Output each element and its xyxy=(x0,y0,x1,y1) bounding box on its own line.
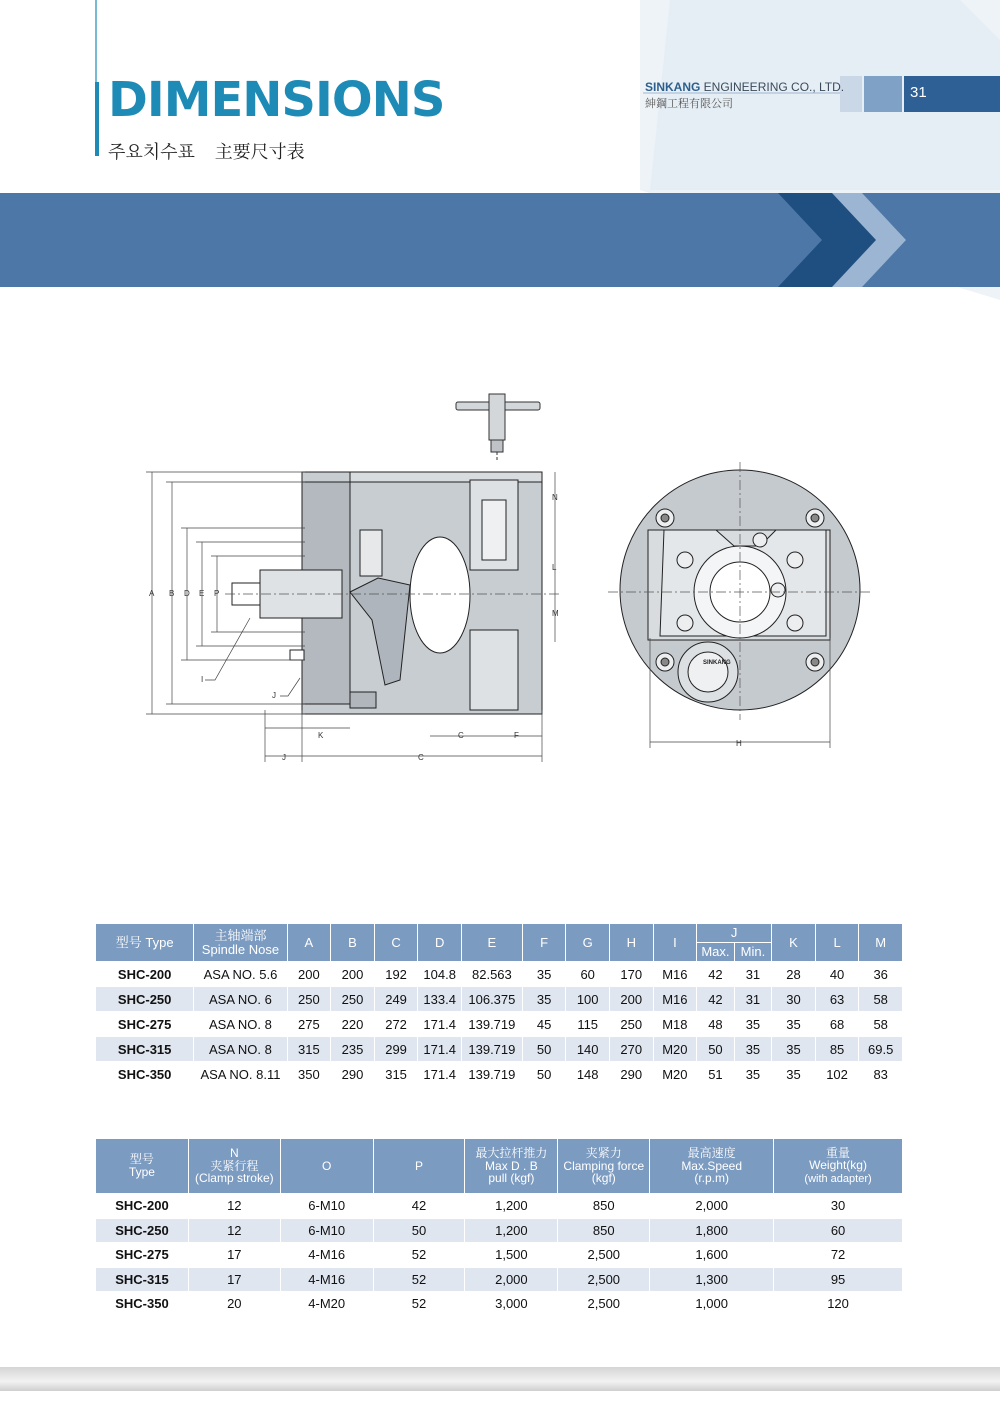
cell-b: 200 xyxy=(331,962,375,987)
dim-label-F: F xyxy=(514,731,519,740)
col-header-H: H xyxy=(609,924,653,962)
dimensions-table xyxy=(95,923,903,1087)
cell-pull: 1,500 xyxy=(465,1243,558,1268)
cell-p: 42 xyxy=(373,1194,465,1219)
cell-m: 36 xyxy=(859,962,903,987)
table-row xyxy=(96,962,903,987)
cell-e: 106.375 xyxy=(461,987,522,1012)
dim-label-P: P xyxy=(214,589,220,598)
cell-model: SHC-200 xyxy=(96,1194,189,1219)
col-header-J-min: Min. xyxy=(734,943,772,962)
cell-l: 68 xyxy=(815,1012,859,1037)
cell-model: SHC-250 xyxy=(96,1218,189,1243)
cell-a: 250 xyxy=(287,987,331,1012)
col-header-F: F xyxy=(522,924,566,962)
cell-b: 220 xyxy=(331,1012,375,1037)
cell-force: 2,500 xyxy=(558,1267,650,1292)
col-header-M: M xyxy=(859,924,903,962)
table-row xyxy=(96,1012,903,1037)
page-title: DIMENSIONS xyxy=(108,72,445,128)
col-header-J: J xyxy=(697,924,772,943)
cell-g: 60 xyxy=(566,962,610,987)
dim-label-A: A xyxy=(149,589,155,598)
cell-model: SHC-200 xyxy=(96,962,194,987)
cell-jmax: 50 xyxy=(697,1037,735,1062)
cell-p: 52 xyxy=(373,1243,465,1268)
cell-model: SHC-315 xyxy=(96,1037,194,1062)
table-row xyxy=(96,1292,903,1317)
cell-i: M18 xyxy=(653,1012,697,1037)
cell-speed: 1,000 xyxy=(650,1292,774,1317)
col-header-G: G xyxy=(566,924,610,962)
cell-h: 170 xyxy=(609,962,653,987)
table-row xyxy=(96,1194,903,1219)
dim-label-C-upper: C xyxy=(458,731,464,740)
cell-d: 133.4 xyxy=(418,987,462,1012)
cell-k: 35 xyxy=(772,1062,816,1087)
cell-weight: 60 xyxy=(774,1218,903,1243)
cell-jmax: 42 xyxy=(697,962,735,987)
footer-bar xyxy=(0,1367,1000,1391)
cell-e: 139.719 xyxy=(461,1062,522,1087)
cell-spindle: ASA NO. 6 xyxy=(194,987,287,1012)
cell-speed: 1,600 xyxy=(650,1243,774,1268)
performance-table xyxy=(95,1138,903,1317)
cell-jmax: 42 xyxy=(697,987,735,1012)
dim-label-E: E xyxy=(199,589,205,598)
cell-a: 275 xyxy=(287,1012,331,1037)
col-header-B: B xyxy=(331,924,375,962)
cell-m: 58 xyxy=(859,1012,903,1037)
cell-k: 28 xyxy=(772,962,816,987)
cell-i: M20 xyxy=(653,1062,697,1087)
cell-stroke: 12 xyxy=(188,1194,280,1219)
cell-c: 249 xyxy=(374,987,418,1012)
cell-a: 350 xyxy=(287,1062,331,1087)
col-header-max-speed: 最高速度 Max.Speed (r.p.m) xyxy=(650,1139,774,1194)
company-brand: SINKANG xyxy=(645,80,701,94)
technical-drawing xyxy=(0,380,1000,780)
t-wrench-drawing xyxy=(456,394,540,462)
cell-i: M20 xyxy=(653,1037,697,1062)
cell-d: 104.8 xyxy=(418,962,462,987)
cell-i: M16 xyxy=(653,987,697,1012)
cell-b: 235 xyxy=(331,1037,375,1062)
cell-h: 270 xyxy=(609,1037,653,1062)
cell-k: 35 xyxy=(772,1037,816,1062)
dim-label-K: K xyxy=(318,731,324,740)
cell-speed: 2,000 xyxy=(650,1194,774,1219)
company-name xyxy=(645,80,844,94)
subtitle-korean: 주요치수표 xyxy=(108,142,195,163)
table-row xyxy=(96,1037,903,1062)
table-row xyxy=(96,1218,903,1243)
cell-speed: 1,300 xyxy=(650,1267,774,1292)
cell-jmin: 31 xyxy=(734,962,772,987)
cell-model: SHC-315 xyxy=(96,1267,189,1292)
cell-b: 290 xyxy=(331,1062,375,1087)
cell-force: 2,500 xyxy=(558,1292,650,1317)
cell-p: 52 xyxy=(373,1292,465,1317)
cell-stroke: 17 xyxy=(188,1243,280,1268)
cell-jmax: 51 xyxy=(697,1062,735,1087)
col-header-spindle: 主轴端部 Spindle Nose xyxy=(194,924,287,962)
cell-f: 35 xyxy=(522,987,566,1012)
cell-pull: 1,200 xyxy=(465,1194,558,1219)
cell-g: 115 xyxy=(566,1012,610,1037)
cell-m: 58 xyxy=(859,987,903,1012)
brand-plate-text: SINKANG xyxy=(703,660,731,666)
cell-weight: 30 xyxy=(774,1194,903,1219)
cell-spindle: ASA NO. 8 xyxy=(194,1012,287,1037)
page-tab-mid xyxy=(864,76,902,112)
cell-weight: 95 xyxy=(774,1267,903,1292)
cell-l: 85 xyxy=(815,1037,859,1062)
cell-d: 171.4 xyxy=(418,1037,462,1062)
cell-g: 148 xyxy=(566,1062,610,1087)
cell-jmin: 35 xyxy=(734,1012,772,1037)
cell-stroke: 20 xyxy=(188,1292,280,1317)
cell-spindle: ASA NO. 8.11 xyxy=(194,1062,287,1087)
cell-p: 52 xyxy=(373,1267,465,1292)
cell-h: 250 xyxy=(609,1012,653,1037)
title-accent-bar xyxy=(95,82,99,156)
table-row xyxy=(96,1267,903,1292)
cell-g: 100 xyxy=(566,987,610,1012)
cell-b: 250 xyxy=(331,987,375,1012)
cell-p: 50 xyxy=(373,1218,465,1243)
cell-c: 299 xyxy=(374,1037,418,1062)
cell-o: 4-M16 xyxy=(280,1243,373,1268)
cell-m: 83 xyxy=(859,1062,903,1087)
cell-o: 4-M16 xyxy=(280,1267,373,1292)
cell-k: 30 xyxy=(772,987,816,1012)
cell-e: 82.563 xyxy=(461,962,522,987)
cell-f: 50 xyxy=(522,1037,566,1062)
cell-f: 45 xyxy=(522,1012,566,1037)
cell-l: 40 xyxy=(815,962,859,987)
cell-stroke: 12 xyxy=(188,1218,280,1243)
cell-a: 315 xyxy=(287,1037,331,1062)
cell-spindle: ASA NO. 8 xyxy=(194,1037,287,1062)
dim-label-M: M xyxy=(552,609,559,618)
cell-h: 290 xyxy=(609,1062,653,1087)
cell-force: 850 xyxy=(558,1218,650,1243)
cell-o: 4-M20 xyxy=(280,1292,373,1317)
performance-table-body xyxy=(96,1194,903,1317)
col-header-K: K xyxy=(772,924,816,962)
company-suffix: ENGINEERING CO., LTD. xyxy=(700,80,845,94)
col-header-max-pull: 最大拉杆推力 Max D . B pull (kgf) xyxy=(465,1139,558,1194)
col-header-P: P xyxy=(373,1139,465,1194)
company-name-chinese: 紳鋼工程有限公司 xyxy=(645,97,733,110)
cell-jmin: 35 xyxy=(734,1037,772,1062)
dim-label-B: B xyxy=(169,589,175,598)
col-header-I: I xyxy=(653,924,697,962)
cell-spindle: ASA NO. 5.6 xyxy=(194,962,287,987)
cell-c: 315 xyxy=(374,1062,418,1087)
cell-weight: 72 xyxy=(774,1243,903,1268)
dim-label-J-upper: J xyxy=(272,691,276,700)
cell-o: 6-M10 xyxy=(280,1218,373,1243)
cell-f: 35 xyxy=(522,962,566,987)
cell-o: 6-M10 xyxy=(280,1194,373,1219)
cell-i: M16 xyxy=(653,962,697,987)
table-row xyxy=(96,1243,903,1268)
cell-l: 102 xyxy=(815,1062,859,1087)
page-subtitle xyxy=(108,138,319,164)
cell-d: 171.4 xyxy=(418,1012,462,1037)
cell-m: 69.5 xyxy=(859,1037,903,1062)
cell-f: 50 xyxy=(522,1062,566,1087)
dim-label-N: N xyxy=(552,493,558,502)
dim-label-I: I xyxy=(201,675,204,684)
cell-stroke: 17 xyxy=(188,1267,280,1292)
cell-model: SHC-350 xyxy=(96,1062,194,1087)
col-header-O: O xyxy=(280,1139,373,1194)
dim-label-C-lower: C xyxy=(418,753,424,762)
dimensions-table-body xyxy=(96,962,903,1087)
cell-pull: 1,200 xyxy=(465,1218,558,1243)
dim-label-D: D xyxy=(184,589,190,598)
col-header-weight: 重量 Weight(kg) (with adapter) xyxy=(774,1139,903,1194)
subtitle-chinese: 主要尺寸表 xyxy=(214,142,305,163)
cell-speed: 1,800 xyxy=(650,1218,774,1243)
col-header-clamping-force: 夹紧力 Clamping force (kgf) xyxy=(558,1139,650,1194)
cell-h: 200 xyxy=(609,987,653,1012)
cell-d: 171.4 xyxy=(418,1062,462,1087)
cell-jmin: 35 xyxy=(734,1062,772,1087)
col-header-A: A xyxy=(287,924,331,962)
cell-g: 140 xyxy=(566,1037,610,1062)
page-tab-dark-ext xyxy=(954,76,1000,112)
cell-k: 35 xyxy=(772,1012,816,1037)
cell-model: SHC-275 xyxy=(96,1012,194,1037)
cell-l: 63 xyxy=(815,987,859,1012)
table-row xyxy=(96,987,903,1012)
chuck-side-view xyxy=(232,472,542,714)
col-header-type: 型号 Type xyxy=(96,924,194,962)
col-header-J-max: Max. xyxy=(697,943,735,962)
cell-c: 192 xyxy=(374,962,418,987)
cell-model: SHC-350 xyxy=(96,1292,189,1317)
cell-pull: 2,000 xyxy=(465,1267,558,1292)
table-row xyxy=(96,1062,903,1087)
col-header-model: 型号 Type xyxy=(96,1139,189,1194)
col-header-L: L xyxy=(815,924,859,962)
cell-a: 200 xyxy=(287,962,331,987)
cell-force: 850 xyxy=(558,1194,650,1219)
col-header-E: E xyxy=(461,924,522,962)
cell-model: SHC-275 xyxy=(96,1243,189,1268)
page-number: 31 xyxy=(910,84,927,101)
cell-model: SHC-250 xyxy=(96,987,194,1012)
cell-force: 2,500 xyxy=(558,1243,650,1268)
col-header-D: D xyxy=(418,924,462,962)
cell-weight: 120 xyxy=(774,1292,903,1317)
cell-e: 139.719 xyxy=(461,1037,522,1062)
col-header-C: C xyxy=(374,924,418,962)
dim-label-H: H xyxy=(736,739,742,748)
cell-jmin: 31 xyxy=(734,987,772,1012)
dim-label-J-lower: J xyxy=(282,753,286,762)
col-header-clamp-stroke: N 夹紧行程 (Clamp stroke) xyxy=(188,1139,280,1194)
cell-e: 139.719 xyxy=(461,1012,522,1037)
cell-jmax: 48 xyxy=(697,1012,735,1037)
dim-label-L: L xyxy=(552,563,557,572)
cell-pull: 3,000 xyxy=(465,1292,558,1317)
cell-c: 272 xyxy=(374,1012,418,1037)
